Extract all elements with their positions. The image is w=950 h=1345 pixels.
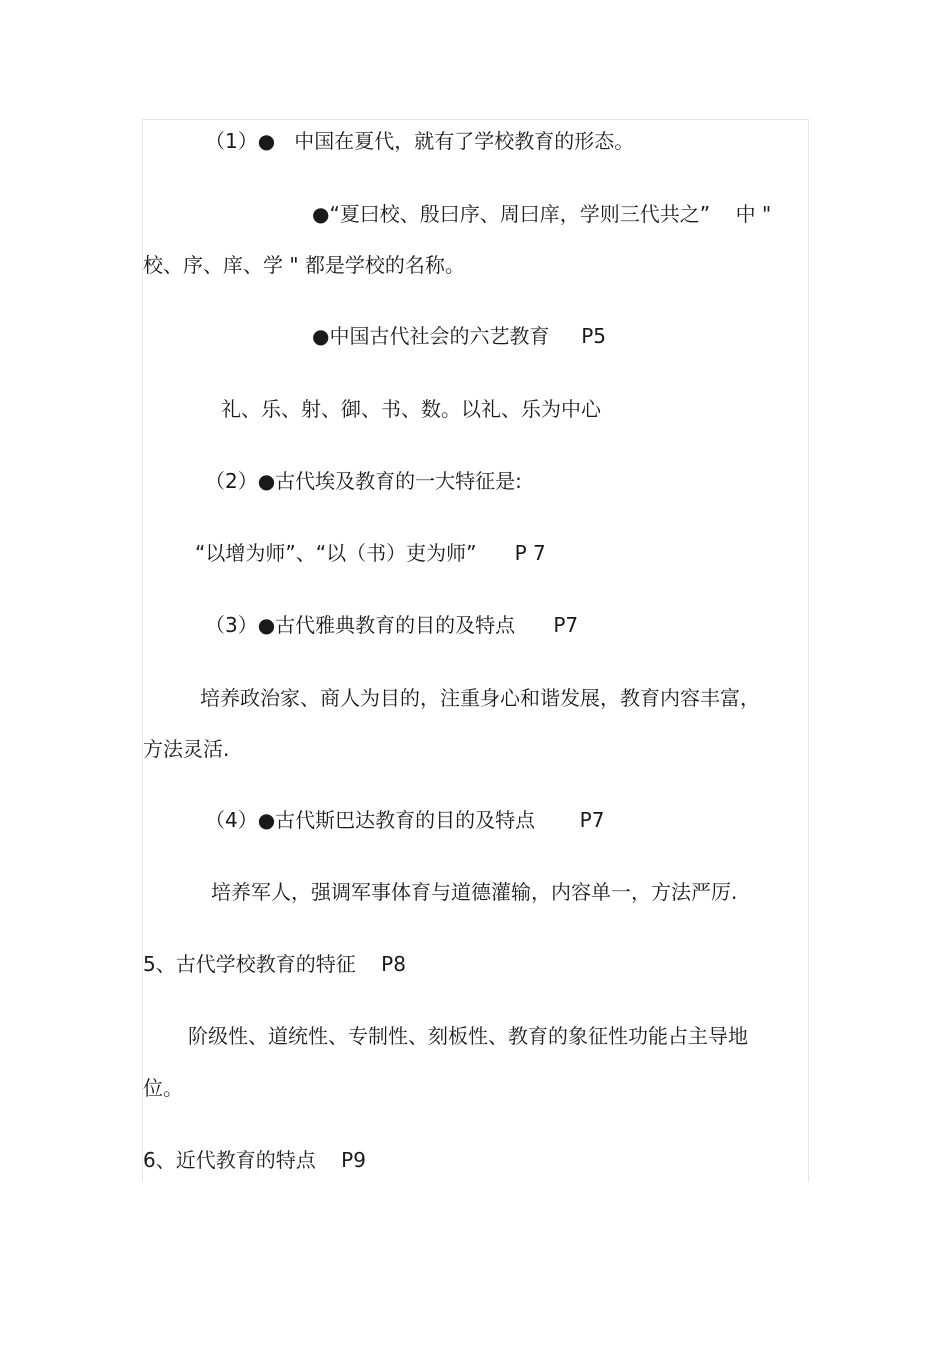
text-line-16: 6、近代教育的特点 P9 [143,1148,366,1172]
text-line-5: 礼、乐、射、御、书、数。以礼、乐为中心 [221,397,601,421]
text-line-13: 5、古代学校教育的特征 P8 [143,952,406,976]
text-line-10: 方法灵活. [143,737,230,761]
text-line-2: ●“夏曰校、殷曰序、周曰庠，学则三代共之” 中 " [312,202,772,226]
text-line-8: （3）●古代雅典教育的目的及特点 P7 [205,613,579,637]
text-line-3: 校、序、庠、学 " 都是学校的名称。 [143,253,465,277]
text-line-12: 培养军人，强调军事体育与道德灌输，内容单一，方法严厉. [211,880,738,904]
text-line-15: 位。 [143,1076,183,1100]
text-line-6: （2）●古代埃及教育的一大特征是: [205,469,522,493]
text-line-9: 培养政治家、商人为目的，注重身心和谐发展，教育内容丰富， [200,686,760,710]
text-line-7: “以增为师”、“以（书）吏为师” P 7 [195,541,546,565]
text-line-11: （4）●古代斯巴达教育的目的及特点 P7 [205,808,605,832]
text-line-4: ●中国古代社会的六艺教育 P5 [312,324,607,348]
text-line-1: （1）● 中国在夏代，就有了学校教育的形态。 [205,129,635,153]
text-line-14: 阶级性、道统性、专制性、刻板性、教育的象征性功能占主导地 [188,1024,748,1048]
